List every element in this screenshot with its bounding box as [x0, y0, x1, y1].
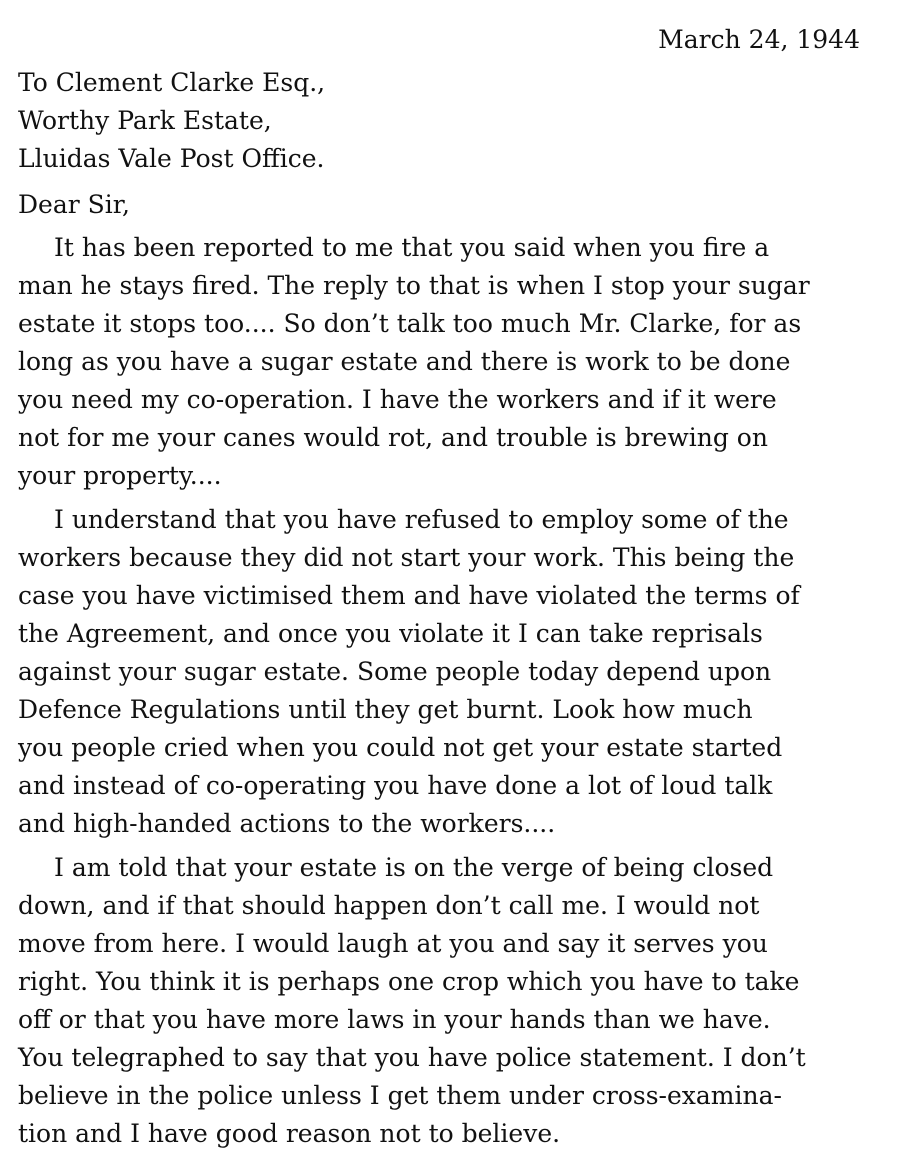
text-line: and instead of co-operating you have done a lot of loud talk	[18, 771, 773, 800]
letter-body	[18, 229, 890, 1159]
text-line: I am told that your estate is on the verge of being closed	[54, 853, 774, 882]
salutation: Dear Sir,	[18, 190, 130, 219]
text-line: long as you have a sugar estate and there is work to be done	[18, 347, 791, 376]
text-line: your property....	[18, 461, 222, 490]
paragraph-1	[18, 229, 890, 495]
text-line: right. You think it is perhaps one crop which you have to take	[18, 967, 800, 996]
text-line: I understand that you have refused to employ some of the	[54, 505, 789, 534]
text-line: It has been reported to me that you said when you fire a	[54, 233, 770, 262]
text-line: workers because they did not start your work. This being the	[18, 543, 795, 572]
recipient-line: To Clement Clarke Esq.,	[18, 68, 326, 97]
letter-date: March 24, 1944	[658, 25, 860, 54]
text-line: estate it stops too.... So don’t talk too much Mr. Clarke, for as	[18, 309, 802, 338]
text-line: not for me your canes would rot, and trouble is brewing on	[18, 423, 768, 452]
text-line: and high-handed actions to the workers....	[18, 809, 556, 838]
paragraph-2	[18, 501, 890, 843]
text-line: you need my co-operation. I have the workers and if it were	[18, 385, 777, 414]
text-line: Defence Regulations until they get burnt. Look how much	[18, 695, 753, 724]
text-line: against your sugar estate. Some people today depend upon	[18, 657, 772, 686]
recipient-address	[18, 64, 325, 178]
text-line: You telegraphed to say that you have police statement. I don’t	[18, 1043, 806, 1072]
text-line: the Agreement, and once you violate it I can take reprisals	[18, 619, 763, 648]
recipient-line: Worthy Park Estate,	[18, 106, 272, 135]
text-line: off or that you have more laws in your hands than we have.	[18, 1005, 771, 1034]
text-line: move from here. I would laugh at you and say it serves you	[18, 929, 768, 958]
text-line: man he stays fired. The reply to that is when I stop your sugar	[18, 271, 810, 300]
recipient-line: Lluidas Vale Post Office.	[18, 144, 325, 173]
text-line: believe in the police unless I get them under cross-examina-	[18, 1081, 782, 1110]
text-line: down, and if that should happen don’t call me. I would not	[18, 891, 760, 920]
paragraph-3	[18, 849, 890, 1153]
text-line: case you have victimised them and have violated the terms of	[18, 581, 800, 610]
text-line: you people cried when you could not get your estate started	[18, 733, 783, 762]
text-line: tion and I have good reason not to believe.	[18, 1119, 561, 1148]
